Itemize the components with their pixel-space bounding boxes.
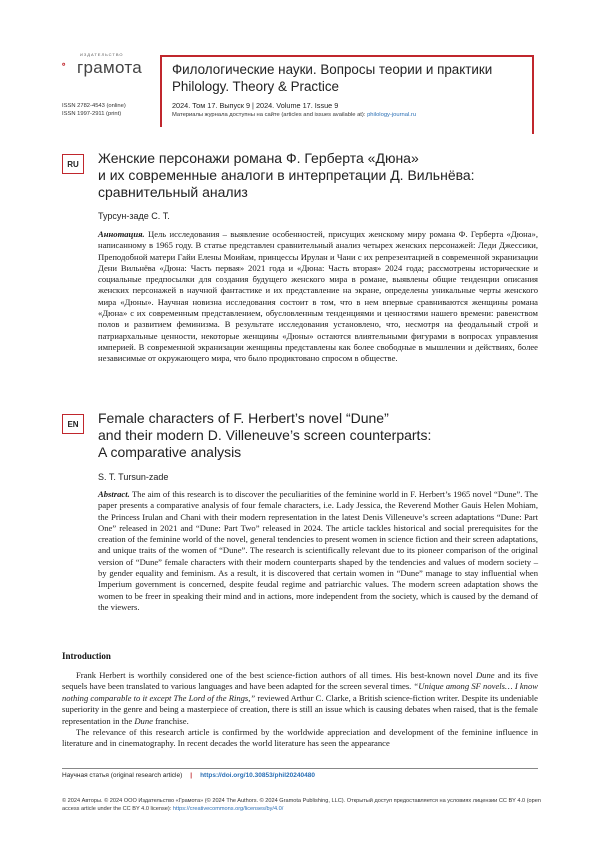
title-ru-line-1: Женские персонажи романа Ф. Герберта «Дюна»	[98, 150, 419, 166]
title-en-line-3: A comparative analysis	[98, 444, 242, 460]
author-ru: Турсун-заде С. Т.	[98, 211, 170, 221]
abstract-en-label: Abstract.	[98, 489, 130, 499]
abstract-en-text: The aim of this research is to discover the peculiarities of the feminine world in F. Herbert’s 1965 novel “Dune”. The paper presents a comparative analysis of four female characters, i.e. Lady Jessica, the Reverend Mother Gauis Helen Mohiam, the Princess Irulan and Chani with their modern representation in the latest Denis Villeneuve’s screen adaptations “Dune: Part One” released in 2021 and “Dune: Part Two” released in 2024. The article tackles historical and social prerequisites for the creation of the feminine world of the novel, general tendencies to present women in science fiction and their screen adaptations, and unique traits of the women of “Dune”. The research is scientifically relevant due to its pioneer comparison of the original version of “Dune” female characters with their modern counterparts shaped by the tendencies and values of modern society – by gender equality and feminism. As a result, it is discovered that certain women in “Dune” manage to stay influential when Imperium government is concerned, despite feudal regime and patriarchic values. The modern screen adaptation shows the women to be freer in speaking their mind and in actions, more independent from the society, which is caused by the demand of the viewers.	[98, 489, 538, 612]
intro-p1-dune: Dune	[475, 670, 495, 680]
abstract-ru	[98, 229, 538, 365]
journal-header-rule	[160, 55, 162, 127]
intro-p1-text-d: franchise.	[152, 715, 189, 726]
issn-online: ISSN 2782-4543 (online)	[62, 103, 126, 109]
availability-note	[172, 112, 416, 118]
intro-p1-text-a: Frank Herbert is worthily considered one of the best science-fiction authors of all times. His best-known novel	[76, 670, 476, 680]
issn-block	[62, 102, 126, 118]
copyright-notice	[62, 797, 542, 813]
intro-p1-text-b: and its five sequels have been translated to various languages and have been adapted for the screen several times.	[62, 670, 539, 692]
section-heading-introduction: Introduction	[62, 651, 111, 661]
footer-divider	[62, 768, 538, 769]
journal-title-ru: Филологические науки. Вопросы теории и практики	[172, 62, 493, 77]
intro-p1-dune-2: Dune	[134, 715, 153, 726]
availability-text: Материалы журнала доступны на сайте (articles and issues available at):	[172, 112, 368, 118]
introduction-body	[62, 670, 538, 750]
lang-badge-ru: RU	[62, 154, 84, 174]
doi-link[interactable]: https://doi.org/10.30853/phil20240480	[200, 772, 315, 779]
intro-paragraph-2: The relevance of this research article is confirmed by the worldwide appreciation and development of the feminine influence in literature and in cinematography. In recent decades the world literature has seen the appearance	[62, 727, 538, 749]
article-type: Научная статья (original research article)	[62, 772, 183, 779]
logo-tagline: ИЗДАТЕЛЬСТВО	[80, 52, 124, 57]
footer-article-info	[62, 772, 315, 779]
abstract-ru-text: Цель исследования – выявление особенностей, присущих женскому миру романа Ф. Герберта «Дюна», написанному в 1965 году. В статье представлен сравнительный анализ четырех женских персонажей: Леди Джессики, Преподобной матери Гайи Елены Моийам, принцессы Ирулан и Чани с их репрезентацией в современной экранизации Дени Вильнёва «Дюна: Часть первая» 2021 года и «Дюна: Часть вторая» 2024 года; рассмотрены исторические и социальные предпосылки для создания будущего женского мира в романе, выявлены общие тенденции описания женских персонажей в научной фантастике и их представление на экране, определены уникальные черты женского мира «Дюны». Научная новизна исследования состоит в том, что в нем впервые сравниваются женщины романа «Дюна» с их современным представлением, обусловленным тенденциями и ценностями нашего времени: равенством полов и развитием феминизма. В результате исследования установлено, что, несмотря на феодальный строй и патриархальные ценности, некоторые женщины «Дюны» остаются влиятельными фигурами в вопросах управления империей. В современной экранизации женщины представлены как более свободные в мышлении и действиях, более независимые от окружающего мира, что было продиктовано спросом в обществе.	[98, 229, 538, 364]
abstract-en	[98, 489, 538, 613]
title-en-line-2: and their modern D. Villeneuve’s screen counterparts:	[98, 427, 432, 443]
issn-print: ISSN 1997-2911 (print)	[62, 111, 122, 117]
intro-p1-quote: “Unique among SF novels… I know nothing comparable to it except The Lord of the Rings,”	[62, 681, 539, 703]
title-ru-line-3: сравнительный анализ	[98, 184, 248, 200]
article-title-ru	[98, 150, 475, 201]
logo-wordmark: грамота	[77, 58, 143, 77]
title-en-line-1: Female characters of F. Herbert’s novel “Dune”	[98, 410, 389, 426]
volume-info: 2024. Том 17. Выпуск 9 | 2024. Volume 17. Issue 9	[172, 101, 339, 110]
copyright-text: © 2024 Авторы. © 2024 ООО Издательство «Грамота» (© 2024 The Authors. © 2024 Gramota Publishing, LLC). Открытый доступ предоставляется на условиях лицензии CC BY 4.0 (open access article under the CC BY 4.0 license):	[62, 798, 541, 812]
license-link[interactable]: https://creativecommons.org/licenses/by/4.0/	[172, 806, 284, 812]
journal-site-link[interactable]: philology-journal.ru	[367, 112, 417, 118]
author-en: S. T. Tursun-zade	[98, 472, 169, 482]
journal-title-en: Philology. Theory & Practice	[172, 79, 339, 94]
abstract-ru-label: Аннотация.	[98, 229, 145, 239]
article-title-en	[98, 410, 431, 461]
title-ru-line-2: и их современные аналоги в интерпретации Д. Вильнёва:	[98, 167, 475, 183]
intro-p1-text-c: reviewed Arthur C. Clarke, a British science-fiction writer. Despite its undeniable superiority in the genre and being a masterpiece of creation, there is still an issue which is causing debates when raised, that is the female representation in the	[62, 692, 538, 726]
footer-separator: |	[190, 772, 193, 779]
lang-badge-en: EN	[62, 414, 84, 434]
intro-paragraph-1	[62, 670, 538, 727]
